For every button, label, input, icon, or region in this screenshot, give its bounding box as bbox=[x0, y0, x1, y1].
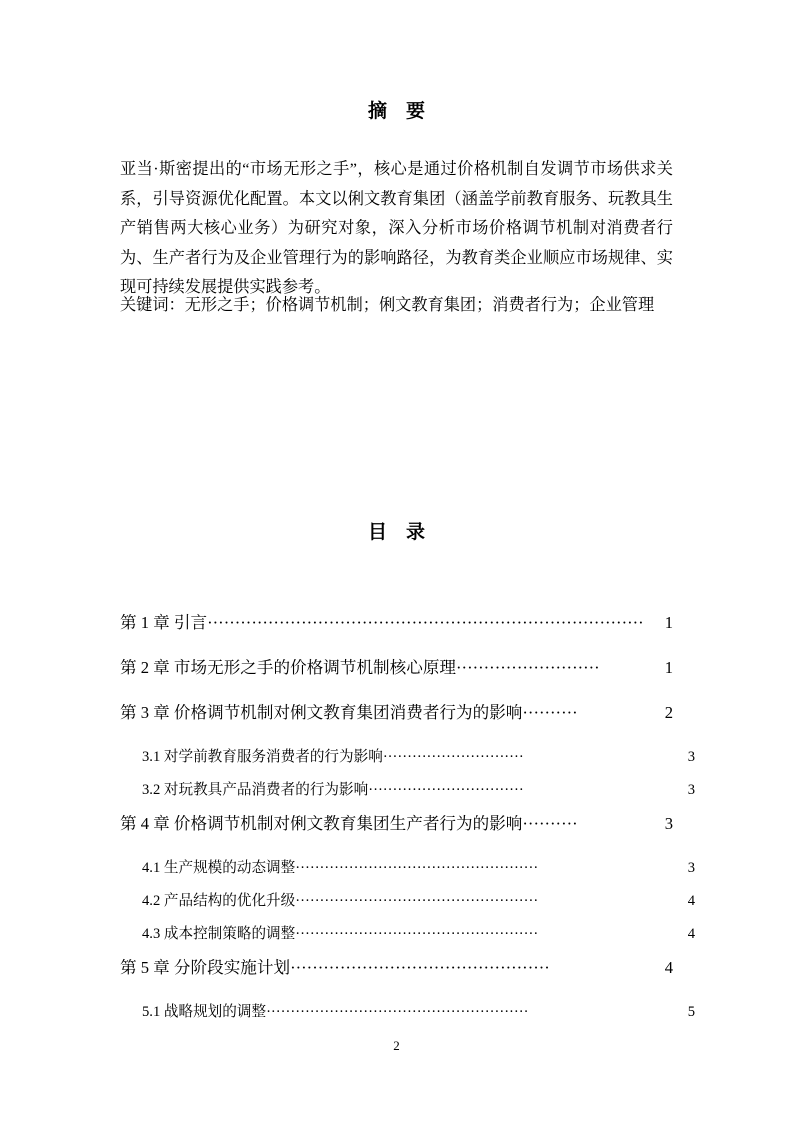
toc-entry-label: 3.2 对玩教具产品消费者的行为影响 bbox=[142, 782, 369, 798]
toc-entry[interactable] bbox=[120, 778, 695, 811]
page-number-footer: 2 bbox=[393, 1038, 400, 1053]
toc-dot-leader-dots: ································ bbox=[368, 782, 524, 798]
toc-entry-label: 第 4 章 价格调节机制对俐文教育集团生产者行为的影响 bbox=[120, 814, 523, 833]
toc-entry[interactable] bbox=[120, 610, 673, 655]
toc-dot-leader-dots: ·················································· bbox=[295, 926, 539, 942]
toc-entry-page-number: 3 bbox=[687, 782, 695, 798]
abstract-heading-char-1: 摘 bbox=[367, 101, 387, 122]
toc-entry[interactable] bbox=[120, 655, 673, 700]
toc-dot-leader-dots: ·················································· bbox=[295, 893, 539, 909]
toc-dot-leader bbox=[266, 1000, 685, 1024]
toc-entry-label: 4.2 产品结构的优化升级 bbox=[142, 893, 296, 909]
abstract-heading bbox=[0, 102, 793, 121]
toc-entry[interactable] bbox=[120, 889, 695, 922]
toc-entry-page-number: 3 bbox=[664, 814, 673, 833]
toc-heading-char-2: 录 bbox=[406, 522, 426, 543]
toc-dot-leader bbox=[383, 745, 685, 769]
toc-entry[interactable] bbox=[120, 811, 673, 856]
toc-heading bbox=[0, 523, 793, 542]
toc-entry[interactable] bbox=[120, 1000, 695, 1033]
toc-dot-leader-dots: ··············································· bbox=[290, 958, 550, 977]
toc-dot-leader bbox=[295, 889, 685, 913]
toc-dot-leader bbox=[522, 700, 662, 726]
toc-entry-label: 4.1 生产规模的动态调整 bbox=[142, 860, 296, 876]
abstract-body-text: 亚当·斯密提出的“市场无形之手”，核心是通过价格机制自发调节市场供求关系，引导资源优化配置。本文以俐文教育集团（涵盖学前教育服务、玩教具生产销售两大核心业务）为研究对象，深入分析市场价格调节机制对消费者行为、生产者行为及企业管理行为的影响路径，为教育类企业顺应市场规律、实现可持续发展提供实践参考。 bbox=[120, 160, 673, 296]
toc-dot-leader bbox=[295, 856, 685, 880]
abstract-block bbox=[120, 155, 673, 303]
toc-dot-leader-dots: ·························· bbox=[456, 658, 600, 677]
toc-entry[interactable] bbox=[120, 922, 695, 955]
toc-entry-label: 3.1 对学前教育服务消费者的行为影响 bbox=[142, 749, 383, 765]
toc-dot-leader-dots: ······················································ bbox=[266, 1004, 529, 1020]
toc-entry[interactable] bbox=[120, 700, 673, 745]
toc-entry-page-number: 4 bbox=[687, 926, 695, 942]
toc-entry[interactable] bbox=[120, 745, 695, 778]
table-of-contents bbox=[120, 610, 695, 1033]
toc-dot-leader-dots: ····························· bbox=[382, 749, 524, 765]
toc-dot-leader bbox=[456, 655, 662, 681]
toc-entry-label: 第 5 章 分阶段实施计划 bbox=[120, 958, 291, 977]
toc-heading-char-1: 目 bbox=[367, 522, 387, 543]
toc-entry-label: 第 2 章 市场无形之手的价格调节机制核心原理 bbox=[120, 658, 457, 677]
toc-dot-leader-dots: ··············································································· bbox=[207, 613, 644, 632]
toc-entry-page-number: 5 bbox=[687, 1004, 695, 1020]
toc-dot-leader bbox=[522, 811, 662, 837]
toc-entry[interactable] bbox=[120, 955, 673, 1000]
toc-dot-leader bbox=[295, 922, 685, 946]
toc-entry-page-number: 4 bbox=[687, 893, 695, 909]
toc-entry-label: 第 1 章 引言 bbox=[120, 613, 208, 632]
toc-entry-page-number: 2 bbox=[664, 703, 673, 722]
toc-entry-label: 5.1 战略规划的调整 bbox=[142, 1004, 267, 1020]
toc-entry-page-number: 4 bbox=[664, 958, 673, 977]
toc-entry[interactable] bbox=[120, 856, 695, 889]
toc-entry-page-number: 3 bbox=[687, 749, 695, 765]
abstract-keywords: 关键词：无形之手；价格调节机制；俐文教育集团；消费者行为；企业管理 bbox=[120, 296, 655, 314]
toc-dot-leader bbox=[368, 778, 685, 802]
toc-entry-page-number: 3 bbox=[687, 860, 695, 876]
toc-entry-label: 第 3 章 价格调节机制对俐文教育集团消费者行为的影响 bbox=[120, 703, 523, 722]
toc-entry-page-number: 1 bbox=[664, 613, 673, 632]
toc-entry-page-number: 1 bbox=[664, 658, 673, 677]
toc-entry-label: 4.3 成本控制策略的调整 bbox=[142, 926, 296, 942]
toc-dot-leader-dots: ·········· bbox=[522, 814, 578, 833]
toc-dot-leader-dots: ·········· bbox=[522, 703, 578, 722]
abstract-heading-char-2: 要 bbox=[406, 101, 426, 122]
toc-dot-leader bbox=[290, 955, 662, 981]
toc-dot-leader bbox=[207, 610, 662, 636]
toc-dot-leader-dots: ·················································· bbox=[295, 860, 539, 876]
